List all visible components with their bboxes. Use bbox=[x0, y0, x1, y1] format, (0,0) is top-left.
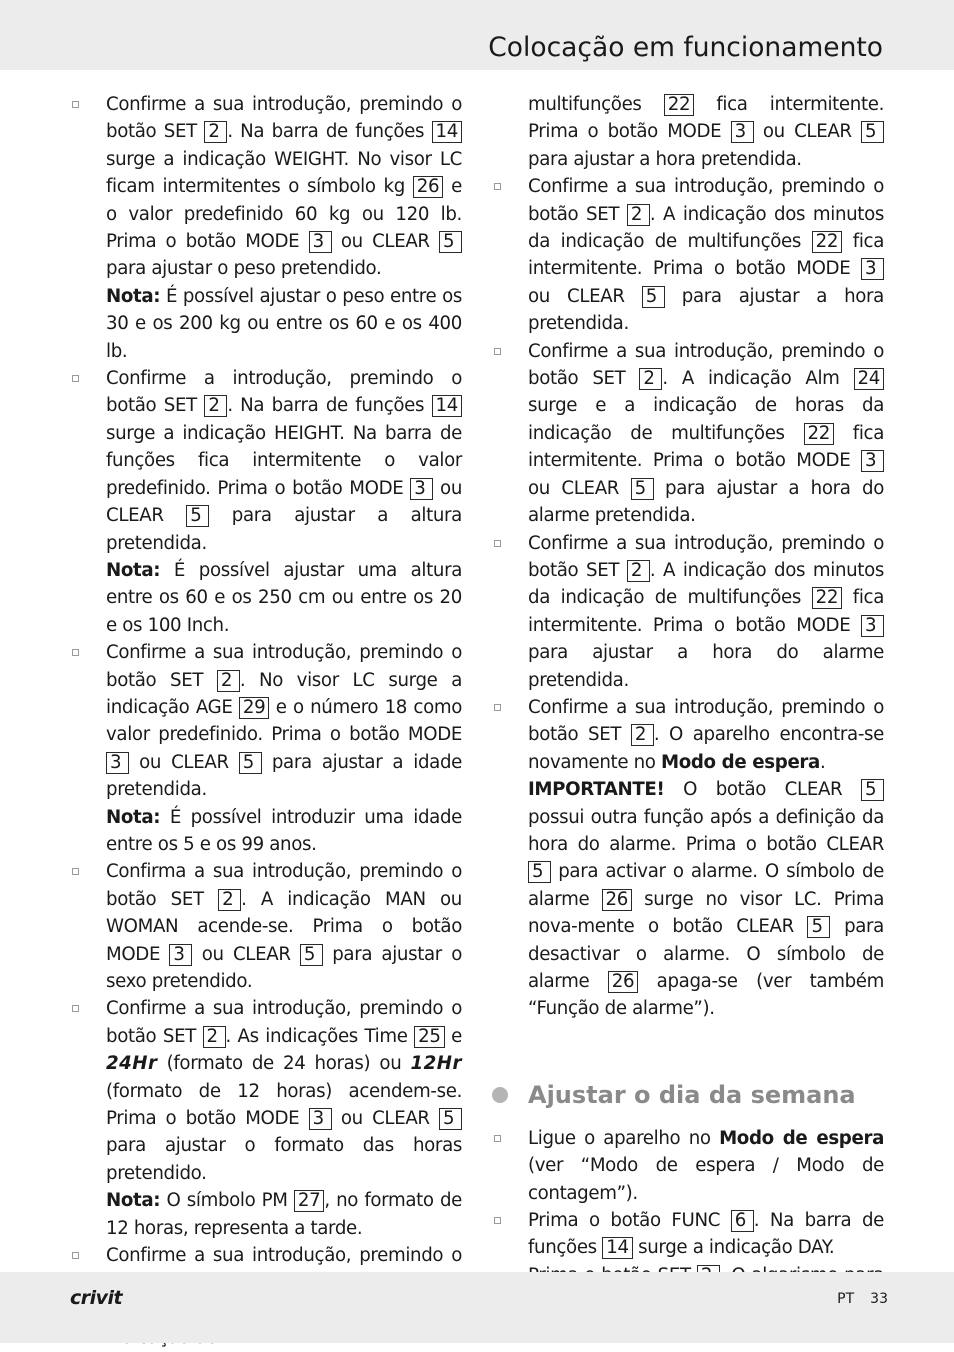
checkbox-bullet-icon bbox=[494, 348, 501, 355]
language-code: PT bbox=[837, 1291, 855, 1307]
list-item bbox=[528, 173, 884, 337]
text-run: ou CLEAR bbox=[331, 1108, 439, 1130]
instruction-text bbox=[528, 1207, 884, 1262]
page-footer bbox=[0, 1272, 954, 1343]
reference-number: 2 bbox=[203, 1026, 226, 1048]
text-run: ou CLEAR bbox=[192, 943, 300, 965]
text-run: para ajustar o peso pretendido. bbox=[106, 258, 382, 280]
reference-number: 5 bbox=[861, 121, 884, 143]
important-text bbox=[528, 776, 884, 1023]
note-label: Nota: bbox=[106, 559, 161, 581]
reference-number: 2 bbox=[204, 395, 227, 417]
lcd-symbol: 24Hr bbox=[106, 1053, 158, 1075]
list-item bbox=[106, 995, 462, 1242]
text-run: . O aparelho encontra-se novamente no bbox=[528, 724, 884, 773]
reference-number: 3 bbox=[410, 478, 433, 500]
text-run: (formato de 12 horas) acendem-se. Prima o botão MODE bbox=[106, 1080, 462, 1130]
text-run: e o número 18 como valor predefinido. Prima o botão MODE bbox=[106, 696, 462, 746]
text-run: Confirme a sua introdução, premindo o botão SET bbox=[528, 532, 884, 581]
text-run: surge no visor LC. Prima nova-mente o botão CLEAR bbox=[528, 888, 884, 938]
reference-number: 2 bbox=[639, 368, 662, 390]
reference-number: 5 bbox=[861, 779, 884, 801]
text-run: para ajustar o sexo pretendido. bbox=[106, 943, 462, 992]
section-heading-text: Ajustar o dia da semana bbox=[528, 1080, 856, 1109]
page-info bbox=[837, 1291, 888, 1307]
reference-number: 3 bbox=[731, 121, 754, 143]
text-run: ou CLEAR bbox=[129, 751, 239, 773]
text-run: ou CLEAR bbox=[331, 231, 439, 253]
right-column-items bbox=[528, 91, 884, 1023]
reference-number: 3 bbox=[106, 752, 129, 774]
reference-number: 2 bbox=[218, 889, 241, 911]
reference-number: 14 bbox=[432, 395, 462, 417]
text-run: surge a indicação WEIGHT. No visor LC ficam intermitentes o símbolo kg bbox=[106, 148, 462, 198]
text-run: , no formato de 12 horas, representa a tarde. bbox=[106, 1190, 462, 1239]
reference-number: 3 bbox=[861, 450, 884, 472]
note-text bbox=[106, 1187, 462, 1242]
list-item bbox=[528, 91, 884, 173]
text-run: fica intermitente. Prima o botão MODE bbox=[528, 587, 884, 636]
bold-term: Modo de espera bbox=[660, 751, 820, 773]
text-run: Confirme a sua introdução, premindo o botão SET bbox=[528, 696, 884, 746]
reference-number: 26 bbox=[413, 176, 443, 198]
text-run: para ajustar a hora pretendida. bbox=[528, 148, 802, 170]
text-run: . A indicação MAN ou WOMAN acende-se. Prima o botão MODE bbox=[106, 888, 462, 965]
page-number: 33 bbox=[870, 1291, 888, 1307]
heading-bullet-icon bbox=[492, 1087, 508, 1103]
reference-number: 22 bbox=[664, 94, 694, 116]
instruction-text bbox=[106, 858, 462, 995]
instruction-text bbox=[528, 338, 884, 530]
text-run: para ajustar a hora do alarme pretendida. bbox=[528, 477, 884, 527]
reference-number: 14 bbox=[602, 1237, 632, 1259]
text-run: É possível introduzir uma idade entre os 5 e os 99 anos. bbox=[106, 806, 462, 855]
text-run: surge a indicação DAY. bbox=[632, 1237, 835, 1259]
reference-number: 5 bbox=[300, 944, 323, 966]
note-label: Nota: bbox=[106, 1190, 161, 1212]
reference-number: 2 bbox=[217, 670, 240, 692]
note-text bbox=[106, 283, 462, 365]
reference-number: 2 bbox=[627, 560, 650, 582]
reference-number: 5 bbox=[528, 861, 551, 883]
checkbox-bullet-icon bbox=[72, 1005, 79, 1012]
reference-number: 22 bbox=[812, 587, 842, 609]
text-run: . Na barra de funções bbox=[227, 395, 432, 417]
text-run: para ajustar a altura pretendida. bbox=[106, 505, 462, 554]
reference-number: 5 bbox=[186, 505, 209, 527]
text-run: e o valor predefinido 60 kg ou 120 lb. Prima o botão MODE bbox=[106, 176, 462, 253]
text-run: Prima o botão FUNC bbox=[528, 1210, 731, 1232]
text-run: para ajustar a idade pretendida. bbox=[106, 751, 462, 801]
note-text bbox=[106, 804, 462, 859]
instruction-text bbox=[528, 1125, 884, 1207]
text-run: Confirme a sua introdução, premindo o botão SET bbox=[106, 94, 462, 143]
lcd-symbol: 12Hr bbox=[410, 1053, 462, 1075]
text-run: (ver “Modo de espera / Modo de contagem”). bbox=[528, 1155, 884, 1204]
instruction-text bbox=[106, 365, 462, 557]
text-run: fica intermitente. Prima o botão MODE bbox=[528, 94, 884, 143]
text-run: Confirma a sua introdução, premindo o botão SET bbox=[106, 861, 462, 910]
list-item bbox=[106, 858, 462, 995]
left-column bbox=[106, 91, 462, 1352]
checkbox-bullet-icon bbox=[72, 101, 79, 108]
list-item bbox=[106, 639, 462, 858]
text-run: ou CLEAR bbox=[106, 477, 462, 527]
reference-number: 6 bbox=[731, 1210, 754, 1232]
reference-number: 22 bbox=[812, 231, 842, 253]
list-item bbox=[528, 530, 884, 694]
checkbox-bullet-icon bbox=[494, 1217, 501, 1224]
reference-number: 5 bbox=[807, 916, 830, 938]
text-run: fica intermitente. Prima o botão MODE bbox=[528, 422, 884, 472]
text-run: ou CLEAR bbox=[753, 121, 861, 143]
text-run: possui outra função após a definição da hora do alarme. Prima o botão CLEAR bbox=[528, 806, 884, 855]
list-item bbox=[528, 338, 884, 530]
checkbox-bullet-icon bbox=[494, 1135, 501, 1142]
note-label: Nota: bbox=[106, 285, 161, 307]
text-run: para activar o alarme. O símbolo de alarme bbox=[528, 861, 884, 910]
text-run: fica intermitente. Prima o botão MODE bbox=[528, 231, 884, 280]
reference-number: 29 bbox=[239, 697, 269, 719]
text-run: . A indicação dos minutos da indicação de multifunções bbox=[528, 559, 884, 609]
instruction-text bbox=[106, 995, 462, 1187]
text-run: Ligue o aparelho no bbox=[528, 1127, 720, 1149]
text-run: ou CLEAR bbox=[528, 477, 631, 499]
text-run: É possível ajustar uma altura entre os 60 e os 250 cm ou entre os 20 e os 100 Inch. bbox=[106, 559, 462, 636]
bold-term: IMPORTANTE! bbox=[528, 779, 665, 801]
brand-logo: crivit bbox=[70, 1287, 123, 1309]
page-header bbox=[0, 0, 954, 70]
instruction-text bbox=[528, 173, 884, 337]
text-run: surge e a indicação de horas da indicação de multifunções bbox=[528, 395, 884, 444]
reference-number: 5 bbox=[642, 286, 665, 308]
page-title: Colocação em funcionamento bbox=[488, 32, 883, 63]
instruction-text bbox=[528, 530, 884, 694]
reference-number: 14 bbox=[432, 121, 462, 143]
reference-number: 5 bbox=[631, 478, 654, 500]
text-run: Confirme a sua introdução, premindo o botão SET bbox=[106, 642, 462, 691]
instruction-text bbox=[528, 694, 884, 776]
reference-number: 5 bbox=[239, 752, 262, 774]
text-run: . Na barra de funções bbox=[528, 1210, 885, 1259]
text-run: . A indicação Alm bbox=[662, 368, 854, 390]
instruction-text bbox=[106, 91, 462, 283]
checkbox-bullet-icon bbox=[72, 868, 79, 875]
checkbox-bullet-icon bbox=[72, 375, 79, 382]
text-run: apaga-se (ver também “Função de alarme”). bbox=[528, 971, 884, 1020]
list-item bbox=[106, 365, 462, 639]
reference-number: 3 bbox=[309, 231, 332, 253]
right-column bbox=[528, 91, 884, 1317]
text-run: O botão CLEAR bbox=[664, 779, 861, 801]
list-item bbox=[106, 91, 462, 365]
reference-number: 22 bbox=[804, 423, 834, 445]
text-run: . Na barra de funções bbox=[227, 121, 432, 143]
reference-number: 27 bbox=[294, 1190, 324, 1212]
text-run: Confirme a sua introdução, premindo o botão SET bbox=[528, 340, 884, 390]
checkbox-bullet-icon bbox=[72, 649, 79, 656]
text-run: Confirme a sua introdução, premindo o botão SET bbox=[106, 998, 462, 1047]
reference-number: 5 bbox=[439, 1108, 462, 1130]
text-run: Confirme a introdução, premindo o botão SET bbox=[106, 368, 462, 417]
reference-number: 2 bbox=[631, 724, 654, 746]
text-run: (formato de 24 horas) ou bbox=[157, 1053, 411, 1075]
reference-number: 26 bbox=[602, 889, 632, 911]
reference-number: 24 bbox=[854, 368, 884, 390]
text-run: . As indicações Time bbox=[225, 1025, 415, 1047]
note-label: Nota: bbox=[106, 806, 161, 828]
checkbox-bullet-icon bbox=[72, 1252, 79, 1259]
reference-number: 3 bbox=[861, 258, 884, 280]
text-run: . A indicação dos minutos da indicação de multifunções bbox=[528, 203, 884, 253]
text-run: para ajustar a hora pretendida. bbox=[528, 285, 884, 335]
section-heading bbox=[528, 1065, 884, 1125]
reference-number: 3 bbox=[861, 615, 884, 637]
text-run: . bbox=[819, 751, 826, 773]
text-run: É possível ajustar o peso entre os 30 e os 200 kg ou entre os 60 e os 400 lb. bbox=[106, 285, 462, 362]
list-item bbox=[528, 1125, 884, 1207]
instruction-text bbox=[106, 639, 462, 803]
list-item bbox=[528, 1207, 884, 1262]
checkbox-bullet-icon bbox=[494, 183, 501, 190]
checkbox-bullet-icon bbox=[494, 704, 501, 711]
text-run: surge a indicação HEIGHT. Na barra de funções fica intermitente o valor predefinido. Prima o botão MODE bbox=[106, 422, 462, 499]
reference-number: 5 bbox=[439, 231, 462, 253]
reference-number: 26 bbox=[608, 971, 638, 993]
reference-number: 2 bbox=[627, 204, 650, 226]
instruction-text bbox=[528, 91, 884, 173]
checkbox-bullet-icon bbox=[494, 540, 501, 547]
reference-number: 2 bbox=[204, 121, 227, 143]
reference-number: 25 bbox=[414, 1026, 444, 1048]
note-text bbox=[106, 557, 462, 639]
list-item bbox=[528, 694, 884, 1023]
bold-term: Modo de espera bbox=[719, 1127, 884, 1149]
reference-number: 3 bbox=[309, 1108, 332, 1130]
text-run: para ajustar o formato das horas pretendido. bbox=[106, 1135, 462, 1184]
text-run: para ajustar a hora do alarme pretendida. bbox=[528, 642, 884, 691]
text-run: . No visor LC surge a indicação AGE bbox=[106, 669, 462, 718]
text-run: ou CLEAR bbox=[528, 285, 642, 307]
text-run: para desactivar o alarme. O símbolo de alarme bbox=[528, 916, 884, 992]
text-run: Confirme a sua introdução, premindo o botão SET bbox=[528, 176, 884, 225]
text-run: e bbox=[444, 1025, 462, 1047]
reference-number: 3 bbox=[169, 944, 192, 966]
text-run: O símbolo PM bbox=[160, 1190, 294, 1212]
text-run: multifunções bbox=[528, 94, 664, 115]
text-run: Confirme a sua introdução, premindo o bbox=[106, 1245, 462, 1267]
